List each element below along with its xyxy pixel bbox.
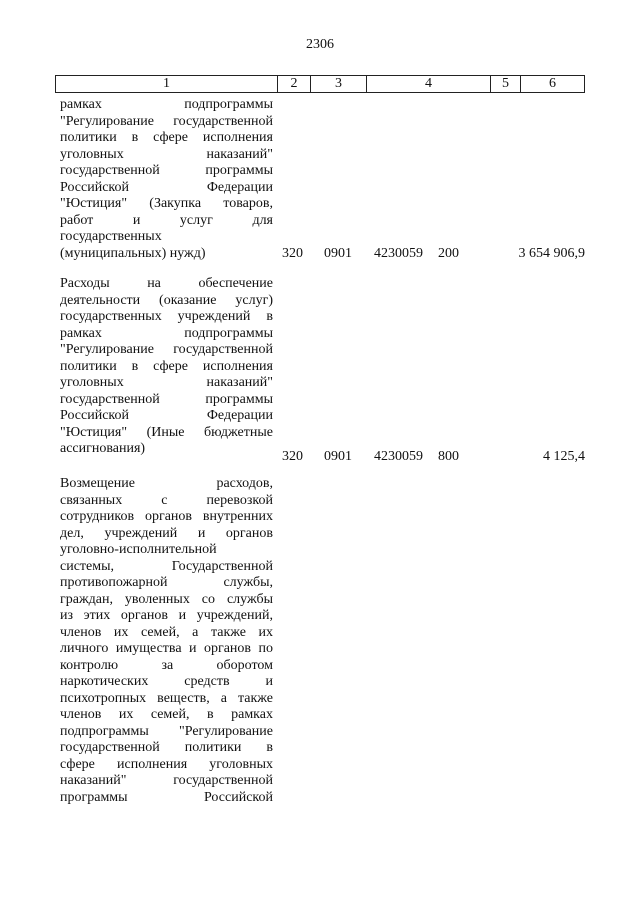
description-line: уголовно-исполнительной [60, 542, 217, 557]
description-line: контролю за оборотом [60, 657, 273, 673]
description-line: наркотических средств и [60, 674, 273, 689]
description-line: наказаний" государственной [60, 773, 273, 788]
cell-col-4: 4230059 [374, 245, 423, 261]
description-line: граждан, уволенных со службы [60, 591, 273, 607]
header-col-1: 1 [56, 76, 278, 92]
description-line: государственной политики в [60, 740, 273, 755]
row-description [60, 476, 273, 806]
header-col-2: 2 [278, 76, 311, 92]
cell-col-3: 0901 [324, 449, 352, 464]
cell-col-3: 0901 [324, 245, 352, 261]
description-line: дел, учреждений и органов [60, 525, 273, 541]
description-line: уголовных наказаний" [60, 146, 273, 162]
cell-col-4: 4230059 [374, 449, 423, 464]
description-line: Расходы на обеспечение [60, 276, 273, 291]
page-number: 2306 [306, 37, 334, 52]
description-line: государственной программы [60, 163, 273, 178]
cell-col-5: 200 [438, 245, 459, 261]
description-line: уголовных наказаний" [60, 375, 273, 390]
description-line: противопожарной службы, [60, 575, 273, 590]
header-col-4: 4 [367, 76, 491, 92]
description-line: связанных с перевозкой [60, 492, 273, 508]
description-line: "Юстиция" (Закупка товаров, [60, 196, 273, 211]
header-col-3: 3 [311, 76, 367, 92]
description-line: членов их семей, а также их [60, 624, 273, 640]
description-line: рамках подпрограммы [60, 97, 273, 112]
description-line: "Юстиция" (Иные бюджетные [60, 424, 273, 440]
description-line: психотропных веществ, а также [60, 690, 273, 706]
description-line: системы, Государственной [60, 558, 273, 574]
table-header-row [55, 75, 585, 93]
description-line: ассигнования) [60, 441, 146, 456]
cell-col-2: 320 [282, 245, 303, 261]
description-line: работ и услуг для [60, 212, 273, 228]
row-description [60, 97, 273, 262]
description-line: Российской Федерации [60, 179, 273, 195]
description-line: политики в сфере исполнения [60, 130, 273, 145]
description-line: сфере исполнения уголовных [60, 756, 273, 772]
cell-col-6: 3 654 906,9 [518, 245, 585, 261]
description-line: сотрудников органов внутренних [60, 509, 273, 524]
description-line: членов их семей, в рамках [60, 707, 273, 722]
description-line: Российской Федерации [60, 408, 273, 423]
description-line: (муниципальных) нужд) [60, 245, 206, 261]
description-line: подпрограммы "Регулирование [60, 723, 273, 739]
header-col-6: 6 [549, 76, 556, 91]
cell-col-5: 800 [438, 449, 459, 464]
description-line: государственных учреждений в [60, 309, 273, 324]
description-line: рамках подпрограммы [60, 325, 273, 341]
cell-col-6: 4 125,4 [543, 449, 585, 464]
row-description [60, 276, 273, 458]
description-line: "Регулирование государственной [60, 113, 273, 129]
description-line: личного имущества и органов по [60, 641, 273, 656]
description-line: государственных [60, 229, 162, 244]
cell-col-2: 320 [282, 449, 303, 464]
description-line: "Регулирование государственной [60, 342, 273, 357]
description-line: политики в сфере исполнения [60, 358, 273, 374]
description-line: государственной программы [60, 391, 273, 407]
description-line: программы Российской [60, 789, 273, 805]
description-line: из этих органов и учреждений, [60, 608, 273, 623]
description-line: деятельности (оказание услуг) [60, 292, 273, 308]
header-col-5: 5 [491, 76, 521, 92]
description-line: Возмещение расходов, [60, 476, 273, 491]
